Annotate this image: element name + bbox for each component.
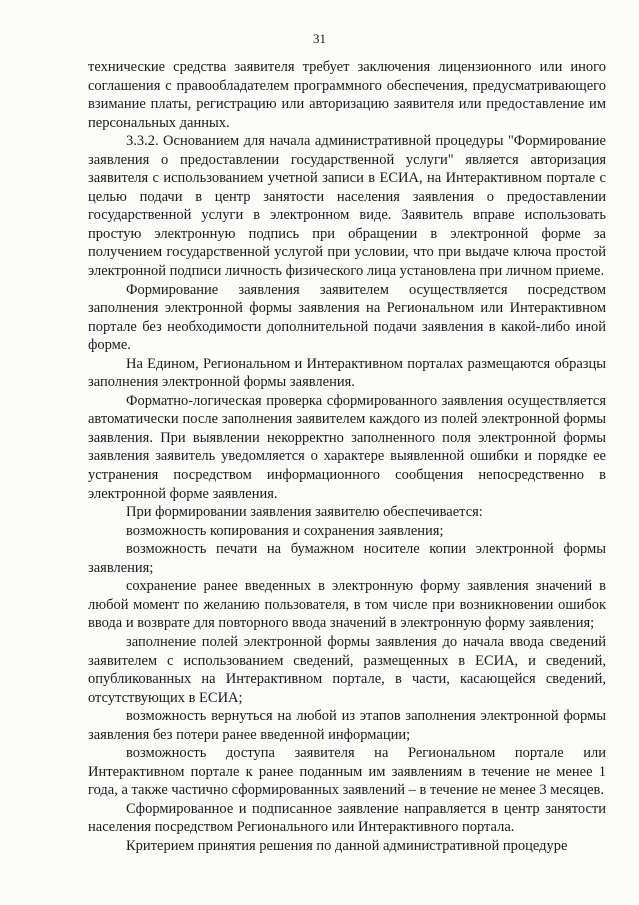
list-item-keep-values: сохранение ранее введенных в электронную форму заявления значений в любой момент по желанию пользователя, в том числе при возникновении ошибок ввода и возврате для повторного ввода значений в электронную форму заявления; [88,578,606,632]
paragraph-portal-samples: На Едином, Региональном и Интерактивном порталах размещаются образцы заполнения электронной формы заявления. [88,355,606,391]
paragraph-criterion: Критерием принятия решения по данной административной процедуре [126,837,568,854]
paragraph-provisions-intro: При формировании заявления заявителю обеспечивается: [126,504,483,521]
list-item-return-stage: возможность вернуться на любой из этапов заполнения электронной формы заявления без потери ранее введенной информации; [88,708,606,743]
paragraph-3-3-2: 3.3.2. Основанием для начала административной процедуры "Формирование заявления о предоставлении государственной услуги" является авторизация заявителя с использованием учетной записи в ЕСИА, на Интерактивном портале с целью подачи в центр занятости населения заявления о предоставлении государственной услуги в электронном виде. Заявитель вправе использовать простую электронную подпись при обращении в электронной форме за получением государственной услугой при условии, что при выдаче ключа простой электронной подписи личность физического лица установлена при личном приеме. [88,133,606,280]
paragraph-form-creation: Формирование заявления заявителем осуществляется посредством заполнения электронной формы заявления на Региональном или Интерактивном портале без необходимости дополнительной подачи заявления в какой-либо иной форме. [88,281,606,354]
paragraph-format-check: Форматно-логическая проверка сформированного заявления осуществляется автоматически после заполнения заявителем каждого из полей электронной формы заявления. При выявлении некорректно заполненного поля электронной формы заявления заявитель уведомляется о характере выявленной ошибки и порядке ее устранения посредством информационного сообщения непосредственно в электронной форме заявления. [88,392,606,502]
paragraph-continuation: технические средства заявителя требует заключения лицензионного или иного соглашения с правообладателем программного обеспечения, предусматривающего взимание платы, регистрацию или авторизацию заявителя или предоставление им персональных данных. [88,59,606,131]
page-number: 31 [313,31,326,46]
document-body [88,58,606,856]
list-item-print: возможность печати на бумажном носителе копии электронной формы заявления; [88,541,606,576]
list-item-prefill: заполнение полей электронной формы заявления до начала ввода сведений заявителем с использованием сведений, размещенных в ЕСИА, и сведений, опубликованных на Интерактивном портале, в части, касающейся сведений, отсутствующих в ЕСИА; [88,633,606,706]
list-item-access-history: возможность доступа заявителя на Региональном портале или Интерактивном портале к ранее поданным им заявлениям в течение не менее 1 года, а также частично сформированных заявлений – в течение не менее 3 месяцев. [88,745,606,799]
paragraph-submission: Сформированное и подписанное заявление направляется в центр занятости населения посредством Регионального или Интерактивного портала. [88,800,606,836]
list-item-copy-save: возможность копирования и сохранения заявления; [126,522,444,539]
